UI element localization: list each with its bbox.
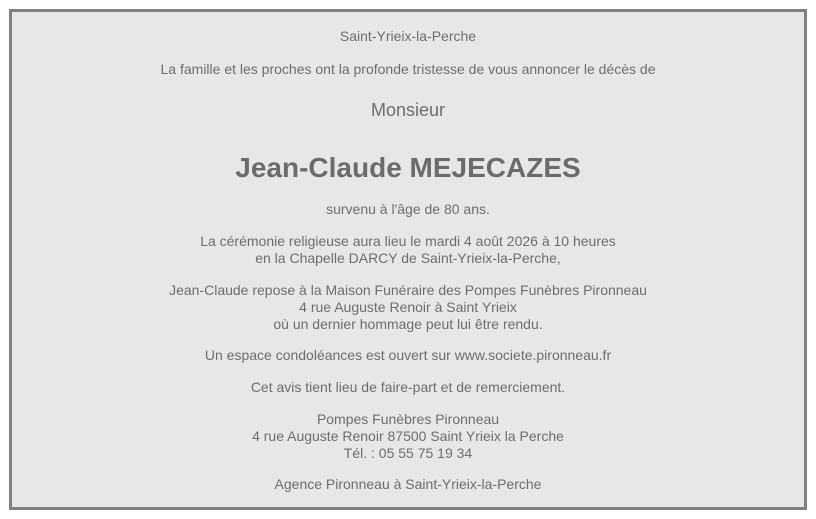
rest-line-2: 4 rue Auguste Renoir à Saint Yrieix [299,299,517,315]
agency-text: Agence Pironneau à Saint-Yrieix-la-Perche [274,476,542,492]
condolences-text: Un espace condoléances est ouvert sur www.societe.pironneau.fr [204,347,612,363]
funeral-home-name: Pompes Funèbres Pironneau [316,411,500,427]
funeral-home-address: 4 rue Auguste Renoir 87500 Saint Yrieix la Perche [252,428,564,444]
notice-intro: La famille et les proches ont la profonde tristesse de vous annoncer le décès de [160,61,656,77]
rest-line-1: Jean-Claude repose à la Maison Funéraire des Pompes Funèbres Pironneau [169,282,647,298]
ceremony-line-2: en la Chapelle DARCY de Saint-Yrieix-la-Perche, [255,250,561,266]
deceased-name: Jean-Claude MEJECAZES [235,152,581,183]
funeral-home-phone: Tél. : 05 55 75 19 34 [343,445,473,461]
ceremony-line-1: La cérémonie religieuse aura lieu le mardi 4 août 2026 à 10 heures [200,233,616,249]
notice-civility: Monsieur [370,100,446,120]
rest-line-3: où un dernier hommage peut lui être rendu. [273,316,543,332]
notice-age: survenu à l'âge de 80 ans. [326,201,490,217]
notice-city: Saint-Yrieix-la-Perche [339,28,477,44]
thanks-text: Cet avis tient lieu de faire-part et de remerciement. [250,379,566,395]
death-notice-card [9,9,807,510]
